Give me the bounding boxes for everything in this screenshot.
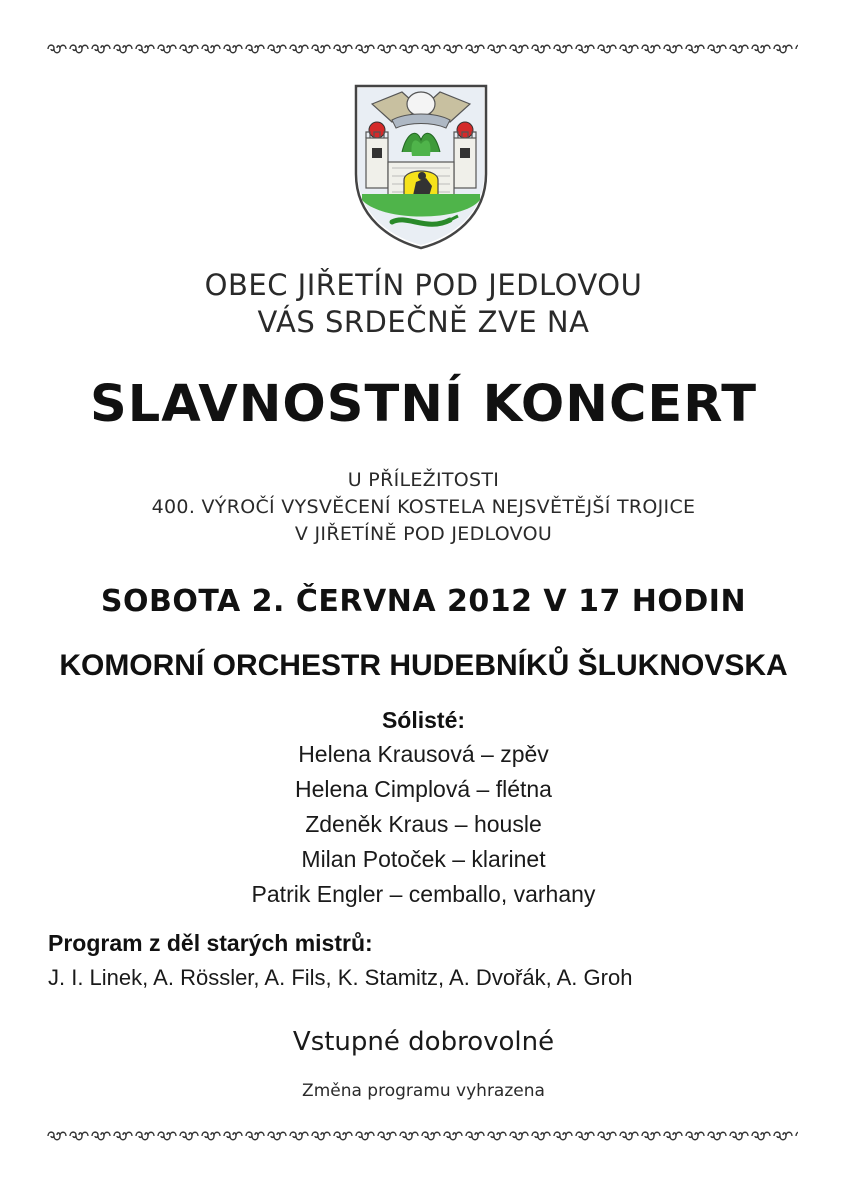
soloist-item: Patrik Engler – cemballo, varhany xyxy=(251,881,596,907)
soloist-item: Zdeněk Kraus – housle xyxy=(305,811,542,837)
program-change-note: Změna programu vyhrazena xyxy=(302,1081,545,1101)
occasion-line-3: V JIŘETÍNĚ POD JEDLOVOU xyxy=(294,523,553,545)
border-ornament-icon xyxy=(46,1129,798,1143)
concert-title: SLAVNOSTNÍ KONCERT xyxy=(90,375,757,434)
soloist-item: Helena Krausová – zpěv xyxy=(298,741,549,767)
program-heading: Program z děl starých mistrů: xyxy=(48,930,373,956)
program-composers: J. I. Linek, A. Rössler, A. Fils, K. Stamitz, A. Dvořák, A. Groh xyxy=(48,965,633,990)
invitation-line-1: OBEC JIŘETÍN POD JEDLOVOU xyxy=(204,268,643,302)
soloist-item: Helena Cimplová – flétna xyxy=(295,776,552,802)
invitation-line-2: VÁS SRDEČNĚ ZVE NA xyxy=(257,305,590,339)
coat-of-arms-icon xyxy=(352,82,490,252)
event-date: SOBOTA 2. ČERVNA 2012 V 17 HODIN xyxy=(100,584,747,619)
border-ornament-icon xyxy=(46,42,798,56)
admission-text: Vstupné dobrovolné xyxy=(292,1027,555,1057)
orchestra-name: KOMORNÍ ORCHESTR HUDEBNÍKŮ ŠLUKNOVSKA xyxy=(59,649,788,682)
soloists-heading: Sólisté: xyxy=(381,707,466,733)
soloist-item: Milan Potoček – klarinet xyxy=(301,846,546,872)
occasion-line-2: 400. VÝROČÍ VYSVĚCENÍ KOSTELA NEJSVĚTĚJŠÍ TROJICE xyxy=(151,496,696,518)
occasion-line-1: U PŘÍLEŽITOSTI xyxy=(347,469,500,491)
